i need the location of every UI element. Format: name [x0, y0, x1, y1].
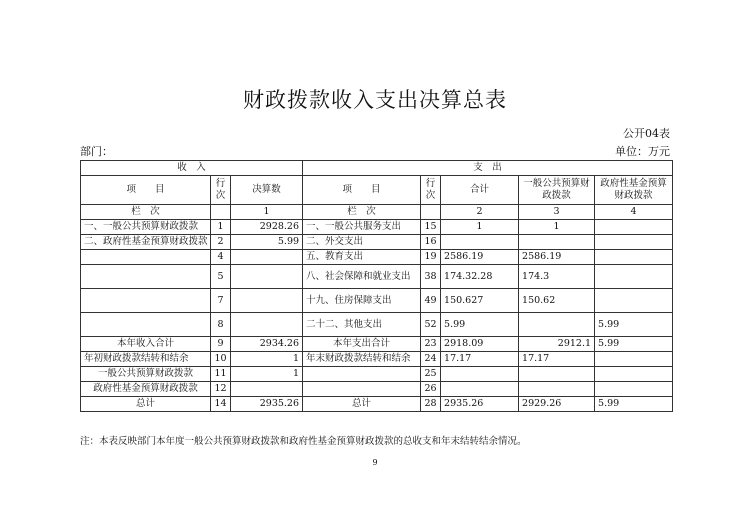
page-title: 财政拨款收入支出决算总表: [243, 88, 507, 112]
total-value: 2918.09: [441, 337, 519, 352]
expense-row-number: 23: [421, 337, 441, 352]
expense-section-header: 支 出: [303, 161, 673, 176]
expense-row-number: 25: [421, 367, 441, 382]
general-budget-value: [519, 382, 595, 397]
income-item: 本年收入合计: [81, 337, 211, 352]
general-budget-value: 17.17: [519, 352, 595, 367]
table-row: [81, 265, 673, 289]
column-label-left: 栏 次: [81, 205, 211, 220]
total-value: 17.17: [441, 352, 519, 367]
budget-value: [231, 313, 303, 337]
general-budget-value: [519, 235, 595, 250]
income-item: [81, 250, 211, 265]
expense-item: 二十二、其他支出: [303, 313, 421, 337]
budget-value: 5.99: [231, 235, 303, 250]
column-number-4: 4: [595, 205, 673, 220]
budget-value: 2928.26: [231, 220, 303, 235]
budget-value: [231, 289, 303, 313]
fund-budget-value: [595, 265, 673, 289]
income-row-number: 4: [211, 250, 231, 265]
table-row: [81, 250, 673, 265]
expense-row-header: 行次: [421, 176, 441, 205]
expense-item: 总计: [303, 397, 421, 412]
expense-row-number: 49: [421, 289, 441, 313]
footnote: 注：本表反映部门本年度一般公共预算财政拨款和政府性基金预算财政拨款的总收支和年末结转结余情况。: [80, 436, 527, 447]
column-number-1: 1: [231, 205, 303, 220]
column-number-3: 3: [519, 205, 595, 220]
general-budget-value: 2586.19: [519, 250, 595, 265]
table-row: [81, 235, 673, 250]
income-item: [81, 289, 211, 313]
column-number-2: 2: [441, 205, 519, 220]
expense-row-number: 19: [421, 250, 441, 265]
budget-value: [231, 382, 303, 397]
expense-item: 本年支出合计: [303, 337, 421, 352]
expense-row-number: 26: [421, 382, 441, 397]
total-value: [441, 382, 519, 397]
budget-value: 1: [231, 352, 303, 367]
expense-item-header: 项 目: [303, 176, 421, 205]
income-section-header: 收 入: [81, 161, 303, 176]
expense-item: 二、外交支出: [303, 235, 421, 250]
table-row: [81, 367, 673, 382]
income-row-number: 1: [211, 220, 231, 235]
general-budget-value: [519, 367, 595, 382]
budget-value: 2934.26: [231, 337, 303, 352]
general-budget-value: 150.62: [519, 289, 595, 313]
income-row-number: 14: [211, 397, 231, 412]
fund-budget-header: 政府性基金预算财政拨款: [595, 176, 673, 205]
income-row-number: 5: [211, 265, 231, 289]
general-budget-value: 2929.26: [519, 397, 595, 412]
general-budget-value: 174.3: [519, 265, 595, 289]
form-code: 公开04表: [623, 127, 670, 140]
fund-budget-value: [595, 235, 673, 250]
income-item: 总计: [81, 397, 211, 412]
expense-item: 一、一般公共服务支出: [303, 220, 421, 235]
table-row: [81, 382, 673, 397]
total-value: [441, 235, 519, 250]
income-row-number: 2: [211, 235, 231, 250]
fund-budget-value: [595, 289, 673, 313]
income-row-number: 7: [211, 289, 231, 313]
expense-row-number: 38: [421, 265, 441, 289]
fund-budget-value: [595, 250, 673, 265]
table-row: [81, 220, 673, 235]
expense-item: [303, 367, 421, 382]
total-value: 2586.19: [441, 250, 519, 265]
fund-budget-value: 5.99: [595, 337, 673, 352]
expense-item: [303, 382, 421, 397]
expense-row-number: 24: [421, 352, 441, 367]
general-budget-value: 1: [519, 220, 595, 235]
budget-header: 决算数: [231, 176, 303, 205]
department-label: 部门：: [80, 145, 113, 158]
general-budget-value: 2912.1: [519, 337, 595, 352]
unit-label: 单位：万元: [615, 145, 670, 158]
table-row: [81, 397, 673, 412]
income-item: 一、一般公共预算财政拨款: [81, 220, 211, 235]
general-budget-value: [519, 313, 595, 337]
page-number: 9: [372, 458, 378, 467]
total-value: 5.99: [441, 313, 519, 337]
fund-budget-value: [595, 367, 673, 382]
total-header: 合计: [441, 176, 519, 205]
total-value: 2935.26: [441, 397, 519, 412]
fund-budget-value: 5.99: [595, 397, 673, 412]
expense-row-number: 15: [421, 220, 441, 235]
fund-budget-value: [595, 352, 673, 367]
table-row: [81, 289, 673, 313]
income-item: 二、政府性基金预算财政拨款: [81, 235, 211, 250]
total-value: [441, 367, 519, 382]
table-row: [81, 352, 673, 367]
income-row-number: 12: [211, 382, 231, 397]
budget-value: [231, 265, 303, 289]
income-item-header: 项 目: [81, 176, 211, 205]
expense-item: 八、社会保障和就业支出: [303, 265, 421, 289]
income-item: 一般公共预算财政拨款: [81, 367, 211, 382]
income-row-number: 10: [211, 352, 231, 367]
total-value: 174.32.28: [441, 265, 519, 289]
budget-value: [231, 250, 303, 265]
income-row-header: 行次: [211, 176, 231, 205]
column-label-right: 栏 次: [303, 205, 421, 220]
expense-item: 五、教育支出: [303, 250, 421, 265]
income-item: [81, 313, 211, 337]
income-item: 政府性基金预算财政拨款: [81, 382, 211, 397]
income-item: 年初财政拨款结转和结余: [81, 352, 211, 367]
budget-summary-table: [80, 160, 673, 412]
expense-item: 十九、住房保障支出: [303, 289, 421, 313]
budget-value: 1: [231, 367, 303, 382]
budget-value: 2935.26: [231, 397, 303, 412]
total-value: 150.627: [441, 289, 519, 313]
expense-row-number: 52: [421, 313, 441, 337]
income-item: [81, 265, 211, 289]
income-row-number: 8: [211, 313, 231, 337]
expense-row-number: 16: [421, 235, 441, 250]
expense-item: 年末财政拨款结转和结余: [303, 352, 421, 367]
table-row: [81, 337, 673, 352]
fund-budget-value: [595, 220, 673, 235]
expense-row-number: 28: [421, 397, 441, 412]
income-row-number: 9: [211, 337, 231, 352]
total-value: 1: [441, 220, 519, 235]
fund-budget-value: 5.99: [595, 313, 673, 337]
fund-budget-value: [595, 382, 673, 397]
income-row-number: 11: [211, 367, 231, 382]
table-row: [81, 313, 673, 337]
general-budget-header: 一般公共预算财政拨款: [519, 176, 595, 205]
